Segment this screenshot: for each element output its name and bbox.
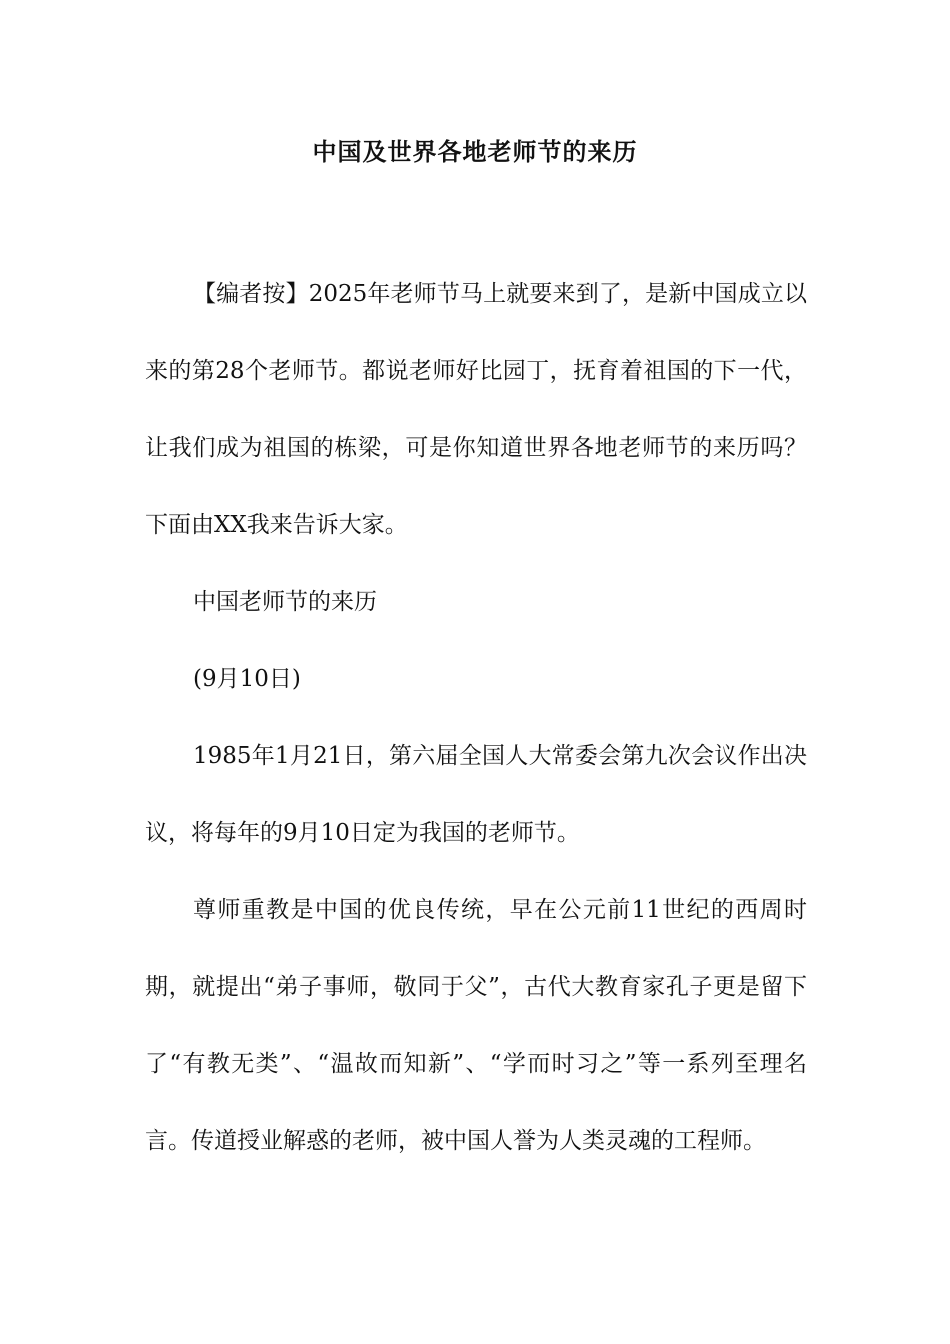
document-body bbox=[145, 256, 807, 1180]
paragraph-tradition: 尊师重教是中国的优良传统，早在公元前11世纪的西周时期，就提出“弟子事师，敬同于父”，古代大教育家孔子更是留下了“有教无类”、“温故而知新”、“学而时习之”等一系列至理名言。传道授业解惑的老师，被中国人誉为人类灵魂的工程师。 bbox=[145, 897, 807, 1154]
section-date: (9月10日) bbox=[193, 666, 301, 692]
document-title: 中国及世界各地老师节的来历 bbox=[312, 138, 638, 166]
paragraph-editor-note: 【编者按】2025年老师节马上就要来到了，是新中国成立以来的第28个老师节。都说老师好比园丁，抚育着祖国的下一代，让我们成为祖国的栋梁，可是你知道世界各地老师节的来历吗？下面由XX我来告诉大家。 bbox=[145, 281, 807, 538]
section-heading-china: 中国老师节的来历 bbox=[193, 589, 377, 615]
paragraph-resolution: 1985年1月21日，第六届全国人大常委会第九次会议作出决议，将每年的9月10日定为我国的老师节。 bbox=[145, 743, 807, 846]
